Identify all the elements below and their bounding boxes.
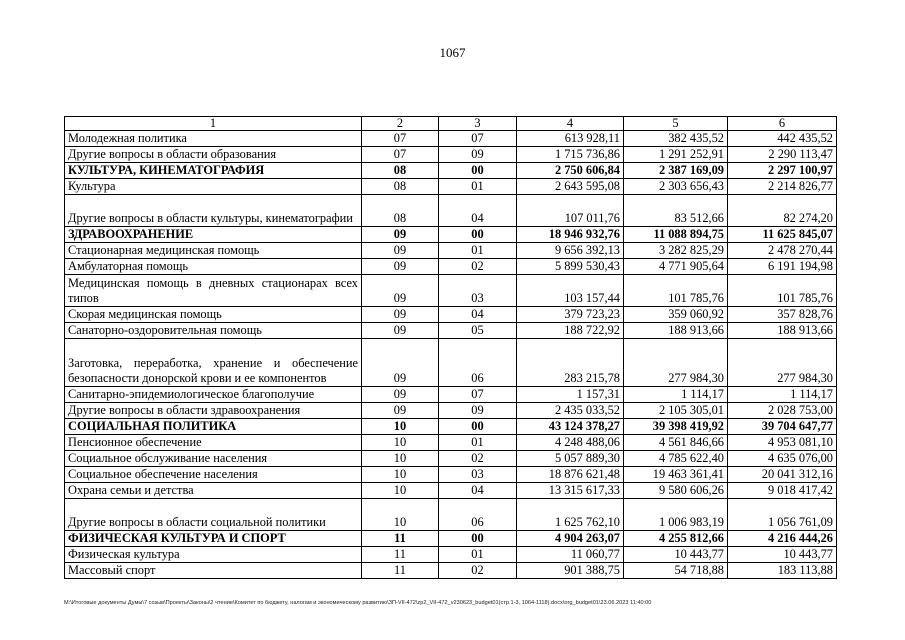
page-number: 1067 [439,45,466,60]
section-code-cell: 09 [362,259,439,275]
row-name-cell: Другие вопросы в области социальной политики [65,499,362,531]
section-code-cell: 09 [362,275,439,307]
row-name-cell: Социальное обеспечение населения [65,467,362,483]
subsection-code-cell: 03 [439,275,517,307]
row-name-cell: ЗДРАВООХРАНЕНИЕ [65,227,362,243]
section-code-cell: 09 [362,227,439,243]
amount-year3-cell: 20 041 312,16 [728,467,837,483]
amount-year1-cell: 103 157,44 [517,275,624,307]
amount-year3-cell: 1 114,17 [728,387,837,403]
amount-year2-cell: 2 105 305,01 [624,403,728,419]
amount-year1-cell: 283 215,78 [517,339,624,387]
amount-year3-cell: 6 191 194,98 [728,259,837,275]
amount-year2-cell: 1 006 983,19 [624,499,728,531]
row-name-cell: Социальное обслуживание населения [65,451,362,467]
amount-year3-cell: 2 028 753,00 [728,403,837,419]
amount-year3-cell: 9 018 417,42 [728,483,837,499]
budget-table [64,116,837,579]
row-name-cell: Молодежная политика [65,131,362,147]
amount-year2-cell: 2 303 656,43 [624,179,728,195]
table-row [65,531,837,547]
row-name-cell: Другие вопросы в области образования [65,147,362,163]
table-row [65,275,837,307]
section-code-cell: 09 [362,339,439,387]
section-code-cell: 09 [362,307,439,323]
amount-year2-cell: 11 088 894,75 [624,227,728,243]
subsection-code-cell: 02 [439,563,517,579]
amount-year1-cell: 11 060,77 [517,547,624,563]
subsection-code-cell: 00 [439,531,517,547]
subsection-code-cell: 07 [439,387,517,403]
section-code-cell: 09 [362,387,439,403]
section-code-cell: 08 [362,195,439,227]
amount-year3-cell: 2 478 270,44 [728,243,837,259]
amount-year1-cell: 2 750 606,84 [517,163,624,179]
subsection-code-cell: 04 [439,483,517,499]
amount-year1-cell: 5 057 889,30 [517,451,624,467]
row-name-cell: Физическая культура [65,547,362,563]
amount-year3-cell: 11 625 845,07 [728,227,837,243]
amount-year1-cell: 5 899 530,43 [517,259,624,275]
section-code-cell: 11 [362,531,439,547]
amount-year2-cell: 4 771 905,64 [624,259,728,275]
amount-year2-cell: 4 255 812,66 [624,531,728,547]
amount-year3-cell: 4 953 081,10 [728,435,837,451]
table-row [65,307,837,323]
amount-year2-cell: 4 561 846,66 [624,435,728,451]
subsection-code-cell: 02 [439,259,517,275]
header-cell: 3 [439,117,517,131]
amount-year2-cell: 1 291 252,91 [624,147,728,163]
amount-year1-cell: 18 876 621,48 [517,467,624,483]
amount-year2-cell: 2 387 169,09 [624,163,728,179]
document-path-footer: М:\Итоговые документы Думы\7 созыв\Проекты\Законы\2 чтение\Комитет по бюджету, налогам и экономическому развитию\ЗП-VII-472\zp2_VII-472_v230623_budget01(стр.1-3, 1064-1118).docx\org_budget01\23.06.2023 11:40:00 [64,600,652,606]
amount-year3-cell: 101 785,76 [728,275,837,307]
subsection-code-cell: 05 [439,323,517,339]
amount-year1-cell: 107 011,76 [517,195,624,227]
amount-year1-cell: 18 946 932,76 [517,227,624,243]
amount-year2-cell: 382 435,52 [624,131,728,147]
subsection-code-cell: 04 [439,307,517,323]
section-code-cell: 10 [362,419,439,435]
table-row [65,259,837,275]
subsection-code-cell: 00 [439,419,517,435]
row-name-cell: Стационарная медицинская помощь [65,243,362,259]
section-code-cell: 09 [362,243,439,259]
table-row [65,339,837,387]
amount-year2-cell: 10 443,77 [624,547,728,563]
table-row [65,435,837,451]
table-header-row [65,117,837,131]
row-name-cell: Медицинская помощь в дневных стационарах всех типов [65,275,362,307]
row-name-cell: Амбулаторная помощь [65,259,362,275]
section-code-cell: 10 [362,451,439,467]
table-row [65,227,837,243]
amount-year2-cell: 83 512,66 [624,195,728,227]
amount-year3-cell: 442 435,52 [728,131,837,147]
table-row [65,419,837,435]
row-name-cell: Санаторно-оздоровительная помощь [65,323,362,339]
amount-year3-cell: 183 113,88 [728,563,837,579]
section-code-cell: 11 [362,563,439,579]
amount-year3-cell: 4 635 076,00 [728,451,837,467]
amount-year1-cell: 4 904 263,07 [517,531,624,547]
section-code-cell: 10 [362,483,439,499]
table-row [65,387,837,403]
section-code-cell: 07 [362,131,439,147]
amount-year3-cell: 357 828,76 [728,307,837,323]
section-code-cell: 08 [362,179,439,195]
table-row [65,147,837,163]
subsection-code-cell: 01 [439,179,517,195]
row-name-cell: Другие вопросы в области здравоохранения [65,403,362,419]
row-name-cell: Пенсионное обеспечение [65,435,362,451]
amount-year3-cell: 188 913,66 [728,323,837,339]
amount-year1-cell: 2 435 033,52 [517,403,624,419]
amount-year3-cell: 2 214 826,77 [728,179,837,195]
amount-year2-cell: 54 718,88 [624,563,728,579]
amount-year3-cell: 82 274,20 [728,195,837,227]
header-cell: 1 [65,117,362,131]
amount-year2-cell: 9 580 606,26 [624,483,728,499]
subsection-code-cell: 06 [439,339,517,387]
amount-year3-cell: 1 056 761,09 [728,499,837,531]
subsection-code-cell: 04 [439,195,517,227]
row-name-cell: Заготовка, переработка, хранение и обеспечение безопасности донорской крови и ее компонентов [65,339,362,387]
amount-year3-cell: 39 704 647,77 [728,419,837,435]
subsection-code-cell: 01 [439,243,517,259]
amount-year2-cell: 3 282 825,29 [624,243,728,259]
row-name-cell: СОЦИАЛЬНАЯ ПОЛИТИКА [65,419,362,435]
section-code-cell: 07 [362,147,439,163]
table-row [65,131,837,147]
table-row [65,451,837,467]
amount-year1-cell: 2 643 595,08 [517,179,624,195]
row-name-cell: Охрана семьи и детства [65,483,362,499]
amount-year2-cell: 1 114,17 [624,387,728,403]
amount-year1-cell: 4 248 488,06 [517,435,624,451]
section-code-cell: 10 [362,467,439,483]
header-cell: 4 [517,117,624,131]
section-code-cell: 11 [362,547,439,563]
row-name-cell: Культура [65,179,362,195]
amount-year3-cell: 2 290 113,47 [728,147,837,163]
row-name-cell: Санитарно-эпидемиологическое благополучие [65,387,362,403]
subsection-code-cell: 09 [439,403,517,419]
amount-year1-cell: 9 656 392,13 [517,243,624,259]
table-row [65,467,837,483]
amount-year2-cell: 101 785,76 [624,275,728,307]
amount-year1-cell: 379 723,23 [517,307,624,323]
subsection-code-cell: 03 [439,467,517,483]
amount-year3-cell: 4 216 444,26 [728,531,837,547]
table-row [65,179,837,195]
table-row [65,163,837,179]
section-code-cell: 09 [362,403,439,419]
table-row [65,563,837,579]
section-code-cell: 09 [362,323,439,339]
amount-year2-cell: 19 463 361,41 [624,467,728,483]
amount-year1-cell: 1 625 762,10 [517,499,624,531]
amount-year1-cell: 43 124 378,27 [517,419,624,435]
table-row [65,243,837,259]
subsection-code-cell: 07 [439,131,517,147]
amount-year1-cell: 1 157,31 [517,387,624,403]
amount-year1-cell: 13 315 617,33 [517,483,624,499]
subsection-code-cell: 06 [439,499,517,531]
table-row [65,499,837,531]
row-name-cell: Другие вопросы в области культуры, кинематографии [65,195,362,227]
amount-year1-cell: 613 928,11 [517,131,624,147]
header-cell: 2 [362,117,439,131]
amount-year2-cell: 39 398 419,92 [624,419,728,435]
amount-year1-cell: 901 388,75 [517,563,624,579]
section-code-cell: 10 [362,499,439,531]
amount-year1-cell: 1 715 736,86 [517,147,624,163]
table-row [65,323,837,339]
amount-year2-cell: 188 913,66 [624,323,728,339]
section-code-cell: 08 [362,163,439,179]
amount-year3-cell: 277 984,30 [728,339,837,387]
table-row [65,483,837,499]
table-row [65,403,837,419]
row-name-cell: Массовый спорт [65,563,362,579]
header-cell: 5 [624,117,728,131]
row-name-cell: Скорая медицинская помощь [65,307,362,323]
amount-year3-cell: 2 297 100,97 [728,163,837,179]
table-row [65,547,837,563]
row-name-cell: ФИЗИЧЕСКАЯ КУЛЬТУРА И СПОРТ [65,531,362,547]
header-cell: 6 [728,117,837,131]
amount-year2-cell: 277 984,30 [624,339,728,387]
section-code-cell: 10 [362,435,439,451]
subsection-code-cell: 00 [439,163,517,179]
amount-year2-cell: 4 785 622,40 [624,451,728,467]
amount-year1-cell: 188 722,92 [517,323,624,339]
subsection-code-cell: 01 [439,435,517,451]
subsection-code-cell: 00 [439,227,517,243]
amount-year2-cell: 359 060,92 [624,307,728,323]
subsection-code-cell: 02 [439,451,517,467]
subsection-code-cell: 01 [439,547,517,563]
table-row [65,195,837,227]
row-name-cell: КУЛЬТУРА, КИНЕМАТОГРАФИЯ [65,163,362,179]
subsection-code-cell: 09 [439,147,517,163]
amount-year3-cell: 10 443,77 [728,547,837,563]
